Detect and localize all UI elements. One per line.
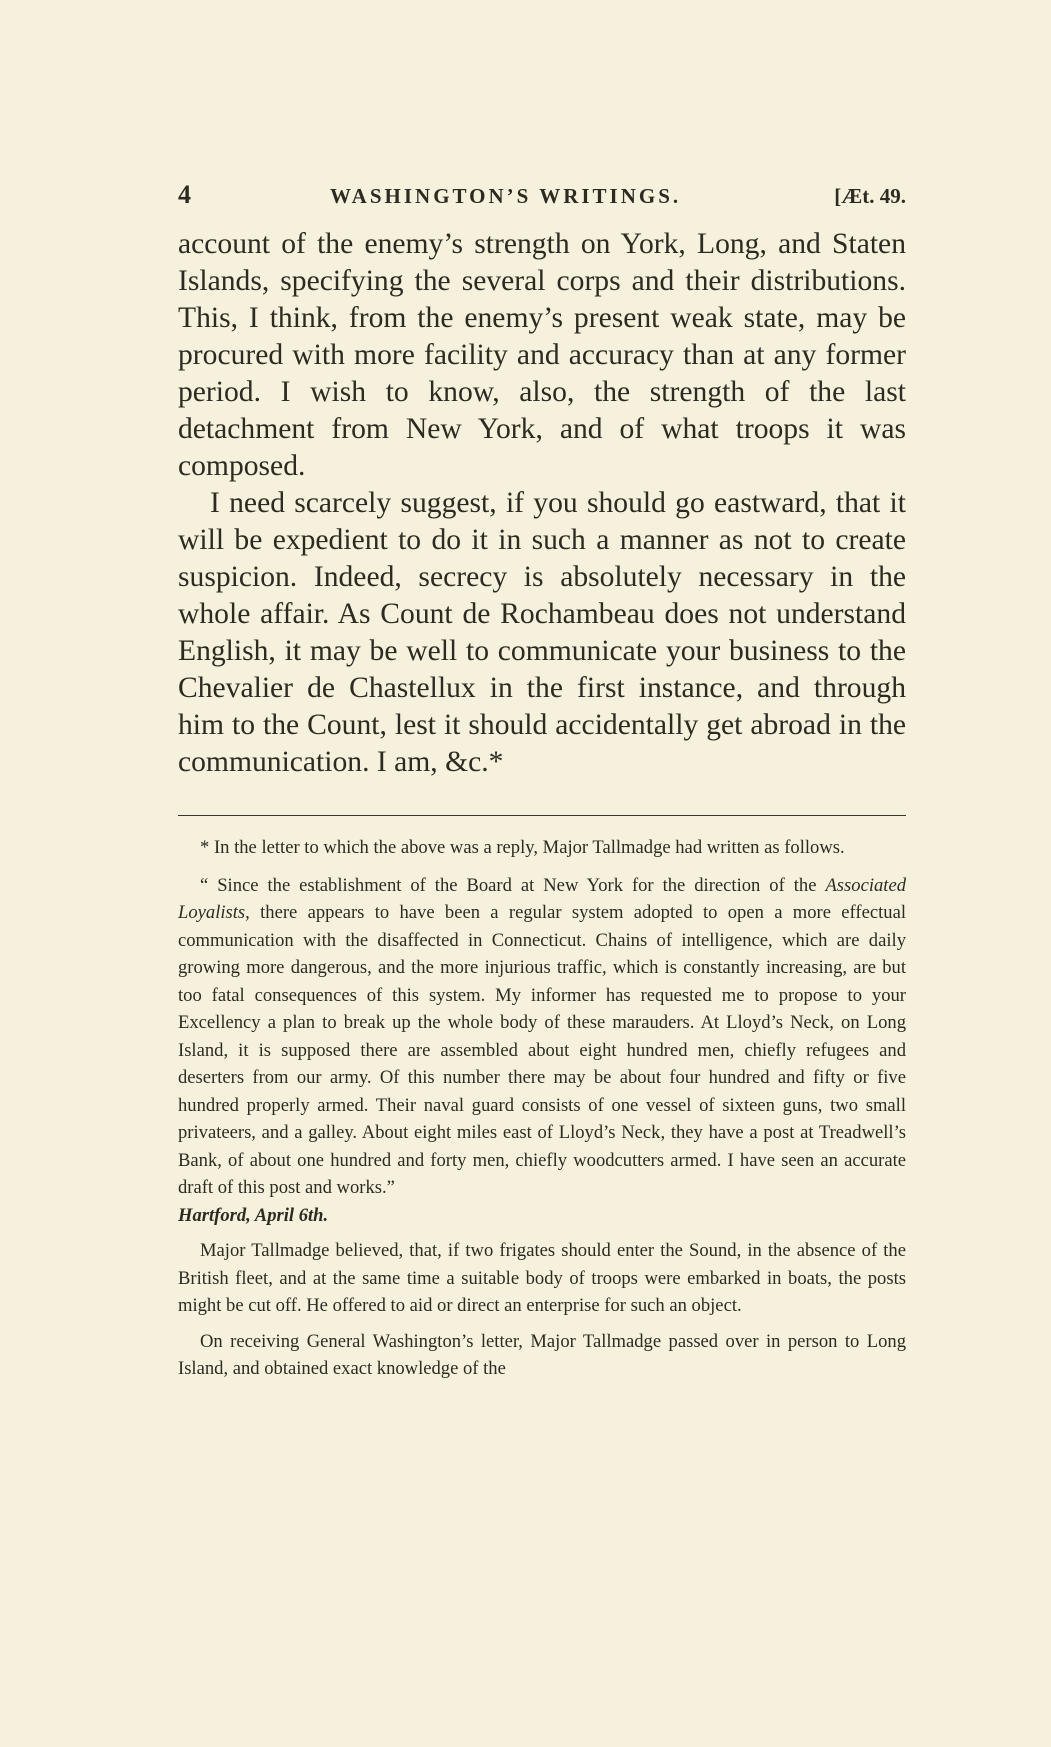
footnote-divider: [178, 815, 906, 816]
book-page: [178, 178, 906, 1391]
page-number: 4: [178, 180, 191, 209]
footnotes: [178, 834, 906, 1383]
running-title: WASHINGTON’S WRITINGS.: [330, 184, 682, 208]
body-paragraph-2: I need scarcely suggest, if you should go eastward, that it will be expedient to do it in such a manner as not to create suspicion. Indeed, secrecy is absolutely necessary in the whole affair. As Count de Rochambeau does not understand English, it may be well to communicate your business to the Chevalier de Chastellux in the first instance, and through him to the Count, lest it should accidentally get abroad in the communication. I am, &c.*: [178, 487, 906, 778]
footnote-quote-rest: , there appears to have been a regular system adopted to open a more effectual communication with the disaffected in Connecticut. Chains of intelligence, which are daily growing more dangerous, and the more injurious traffic, which is constantly increasing, are but too fatal consequences of this system. My informer has requested me to propose to your Excellency a plan to break up the whole body of these marauders. At Lloyd’s Neck, on Long Island, it is supposed there are assembled about eight hundred men, chiefly refugees and deserters from our army. Of this number there may be about four hundred and fifty or five hundred properly armed. Their naval guard consists of one vessel of sixteen guns, two small privateers, and a galley. About eight miles east of Lloyd’s Neck, they have a post at Treadwell’s Bank, of about one hundred and forty men, chiefly woodcutters armed. I have seen an accurate draft of this post and works.”: [178, 902, 906, 1198]
footnote-intro: * In the letter to which the above was a reply, Major Tallmadge had written as follows.: [200, 837, 845, 858]
page-header: [178, 178, 906, 218]
age-marker: [Æt. 49.: [834, 184, 906, 208]
footnote-paragraph-4: On receiving General Washington’s letter, Major Tallmadge passed over in person to Long Island, and obtained exact knowledge of the: [178, 1330, 906, 1379]
footnote-quote-start: “ Since the establishment of the Board at New York for the direction of the: [200, 874, 826, 896]
main-text: [178, 226, 906, 781]
footnote-signature: Hartford, April 6th.: [178, 1204, 329, 1226]
body-paragraph-1: account of the enemy’s strength on York, Long, and Staten Islands, specifying the several corps and their distributions. This, I think, from the enemy’s present weak state, may be procured with more facility and accuracy than at any former period. I wish to know, also, the strength of the last detachment from New York, and of what troops it was composed.: [178, 228, 906, 482]
footnote-quote: [178, 872, 906, 1230]
footnote-paragraph-3: Major Tallmadge believed, that, if two frigates should enter the Sound, in the absence of the British fleet, and at the same time a suitable body of troops were embarked in boats, the posts might be cut off. He offered to aid or direct an enterprise for such an object.: [178, 1240, 906, 1316]
footnote-quote-italic: Associated Loyalists: [178, 874, 906, 923]
